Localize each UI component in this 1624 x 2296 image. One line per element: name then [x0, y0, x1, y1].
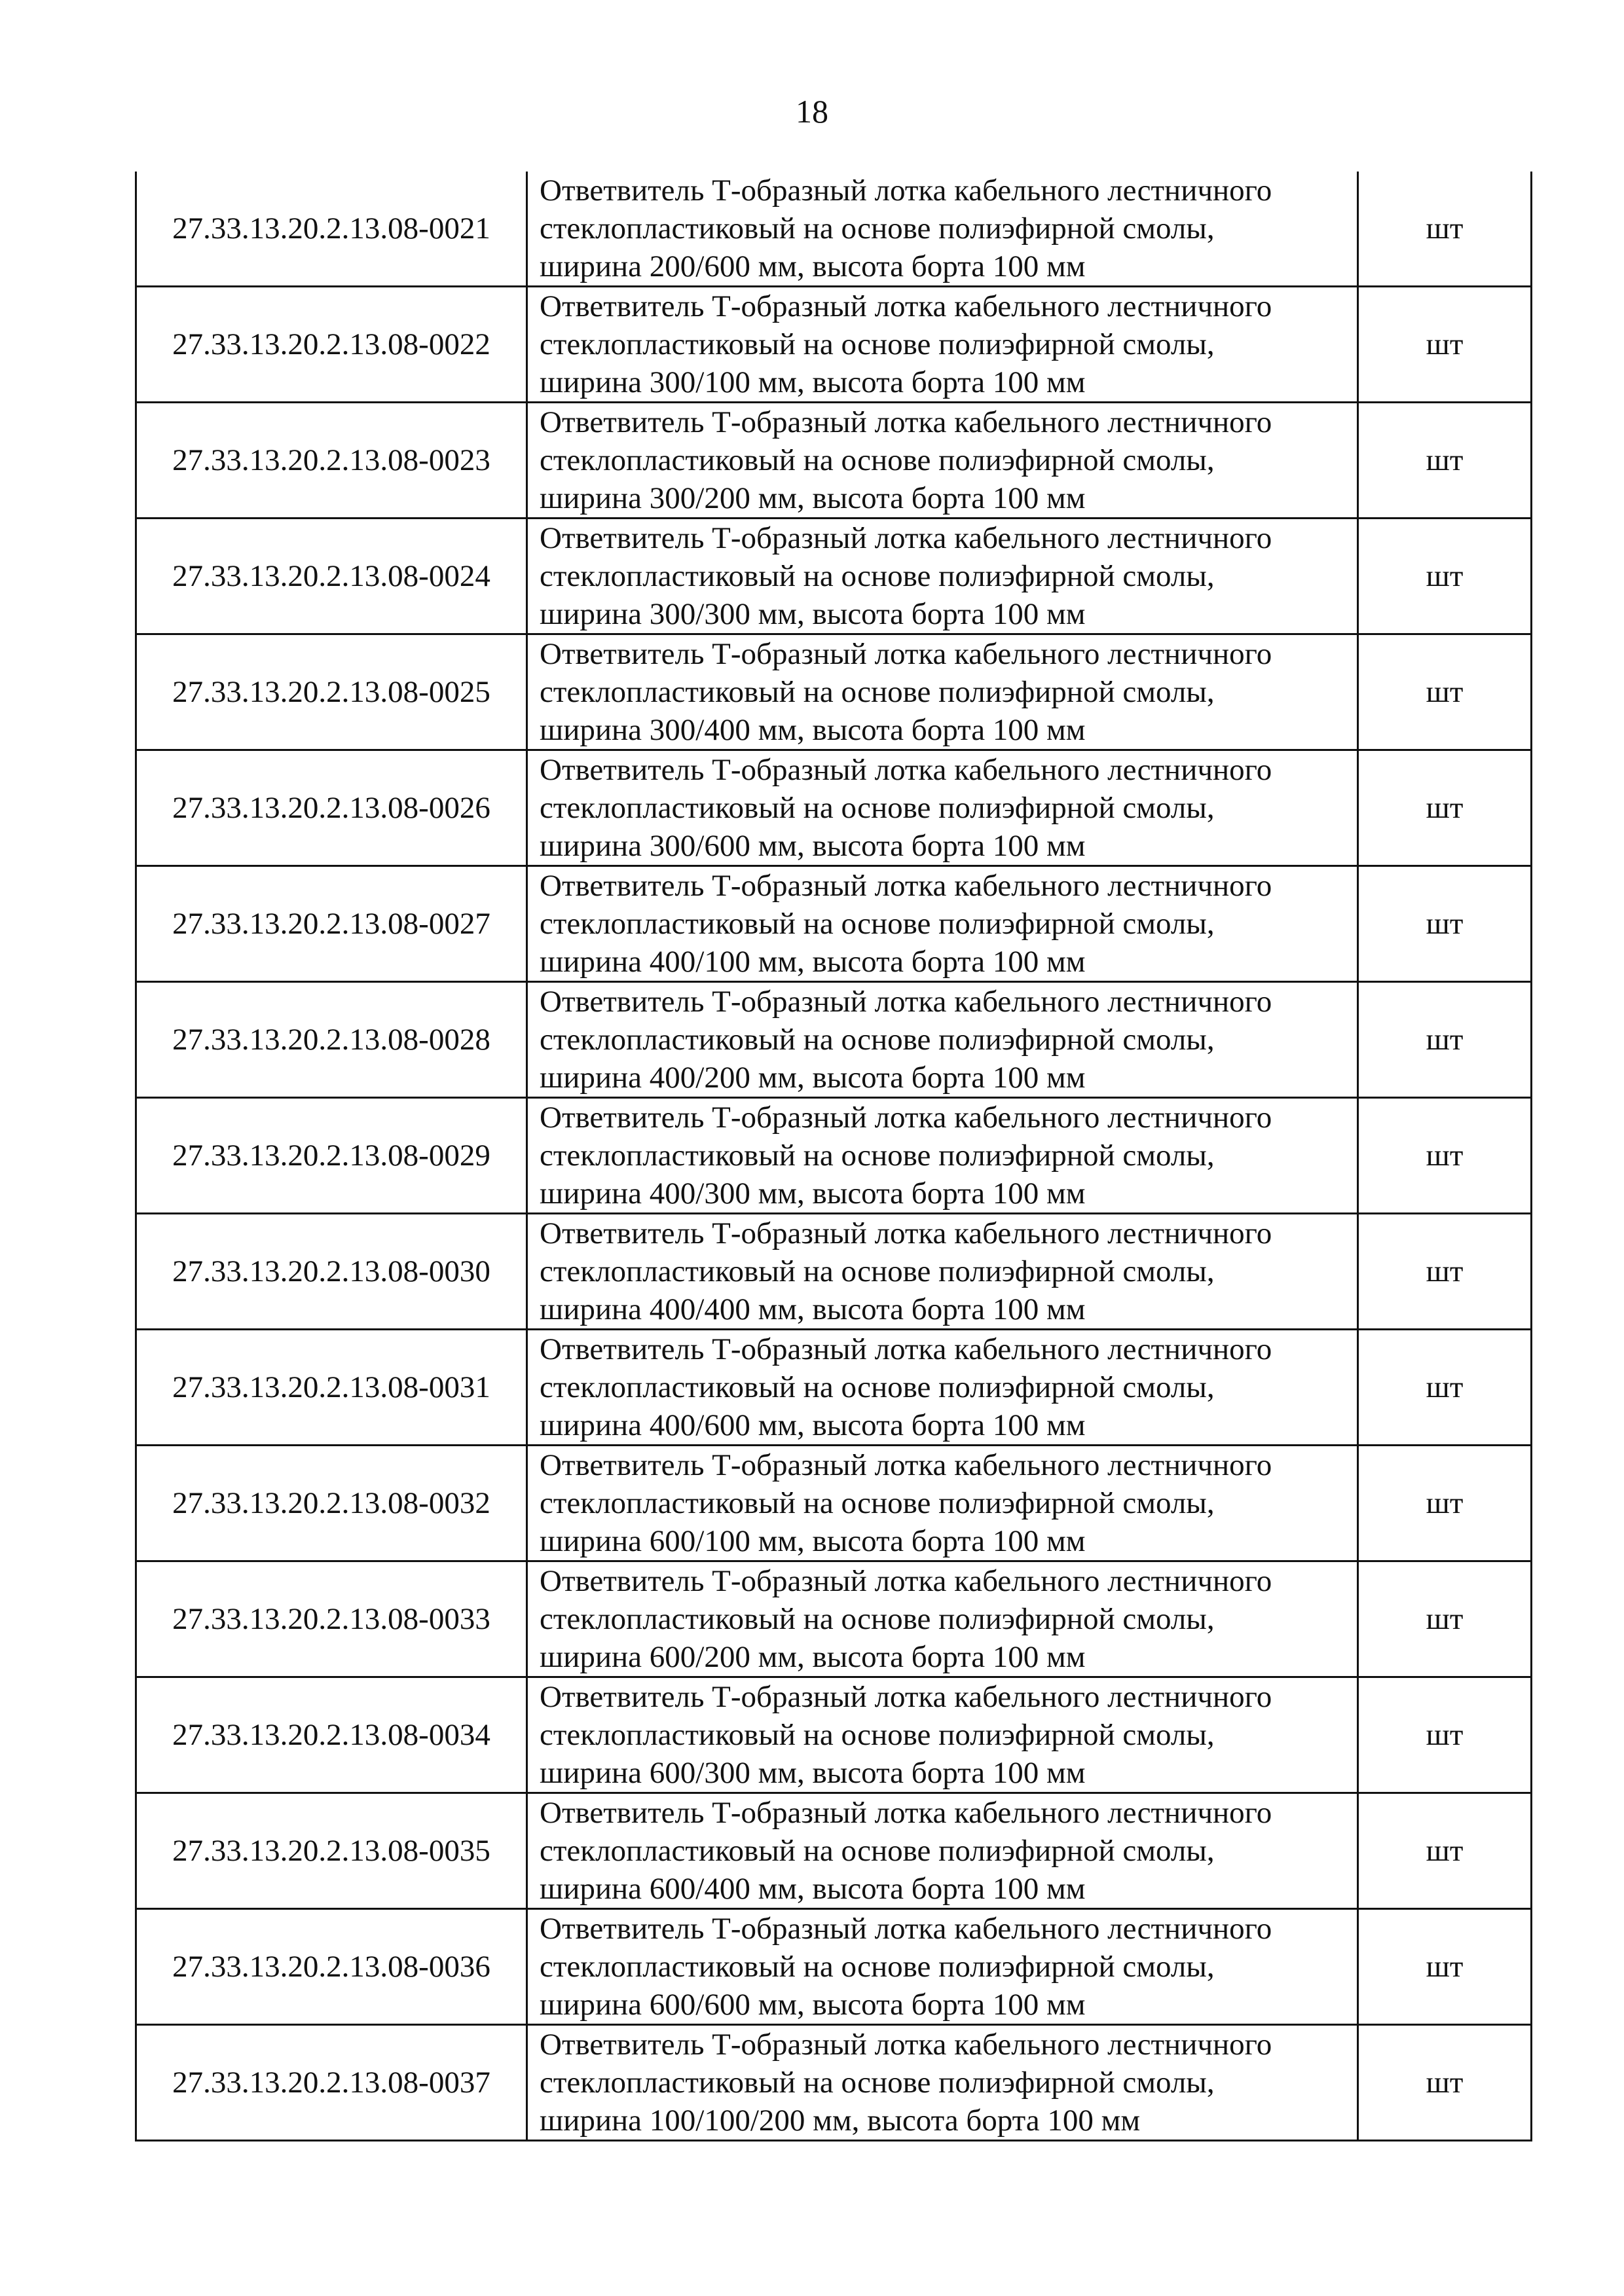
- table-row: [136, 1677, 1532, 1793]
- description-line: Ответвитель Т-образный лотка кабельного лестничного: [540, 1680, 1272, 1714]
- description-line: стеклопластиковый на основе полиэфирной смолы,: [540, 211, 1215, 246]
- resource-code: 27.33.13.20.2.13.08-0026: [136, 750, 527, 866]
- unit-of-measure: шт: [1358, 1446, 1532, 1561]
- unit-of-measure: шт: [1358, 1098, 1532, 1214]
- table-row: [136, 403, 1532, 519]
- description-line: ширина 300/200 мм, высота борта 100 мм: [540, 481, 1086, 515]
- resource-code: 27.33.13.20.2.13.08-0023: [136, 403, 527, 519]
- unit-of-measure: шт: [1358, 750, 1532, 866]
- table-row: [136, 287, 1532, 403]
- description-line: стеклопластиковый на основе полиэфирной смолы,: [540, 1602, 1215, 1636]
- resource-description: [527, 2025, 1358, 2141]
- resource-code: 27.33.13.20.2.13.08-0029: [136, 1098, 527, 1214]
- table-row: [136, 1446, 1532, 1561]
- unit-of-measure: шт: [1358, 2025, 1532, 2141]
- description-line: Ответвитель Т-образный лотка кабельного лестничного: [540, 637, 1272, 671]
- description-line: ширина 600/300 мм, высота борта 100 мм: [540, 1756, 1086, 1790]
- description-line: ширина 100/100/200 мм, высота борта 100 мм: [540, 2104, 1141, 2138]
- resource-description: [527, 1214, 1358, 1330]
- unit-of-measure: шт: [1358, 172, 1532, 287]
- description-line: Ответвитель Т-образный лотка кабельного лестничного: [540, 1448, 1272, 1482]
- resource-description: [527, 1561, 1358, 1677]
- resource-code: 27.33.13.20.2.13.08-0033: [136, 1561, 527, 1677]
- table-row: [136, 750, 1532, 866]
- resource-table-body: [136, 172, 1532, 2141]
- unit-of-measure: шт: [1358, 634, 1532, 750]
- description-line: Ответвитель Т-образный лотка кабельного лестничного: [540, 521, 1272, 555]
- resource-description: [527, 750, 1358, 866]
- table-row: [136, 519, 1532, 634]
- resource-description: [527, 866, 1358, 982]
- description-line: стеклопластиковый на основе полиэфирной смолы,: [540, 907, 1215, 941]
- table-row: [136, 866, 1532, 982]
- description-line: Ответвитель Т-образный лотка кабельного лестничного: [540, 869, 1272, 903]
- description-line: Ответвитель Т-образный лотка кабельного лестничного: [540, 1912, 1272, 1946]
- unit-of-measure: шт: [1358, 866, 1532, 982]
- resource-description: [527, 172, 1358, 287]
- resource-description: [527, 287, 1358, 403]
- resource-description: [527, 1677, 1358, 1793]
- description-line: стеклопластиковый на основе полиэфирной смолы,: [540, 1950, 1215, 1984]
- table-row: [136, 1098, 1532, 1214]
- table-row: [136, 1561, 1532, 1677]
- table-row: [136, 982, 1532, 1098]
- description-line: ширина 200/600 мм, высота борта 100 мм: [540, 249, 1086, 283]
- description-line: ширина 600/400 мм, высота борта 100 мм: [540, 1872, 1086, 1906]
- table-row: [136, 172, 1532, 287]
- table-row: [136, 1214, 1532, 1330]
- description-line: стеклопластиковый на основе полиэфирной смолы,: [540, 675, 1215, 709]
- resource-code: 27.33.13.20.2.13.08-0027: [136, 866, 527, 982]
- unit-of-measure: шт: [1358, 1793, 1532, 1909]
- description-line: Ответвитель Т-образный лотка кабельного лестничного: [540, 1796, 1272, 1830]
- resource-description: [527, 982, 1358, 1098]
- unit-of-measure: шт: [1358, 403, 1532, 519]
- table-row: [136, 1909, 1532, 2025]
- description-line: Ответвитель Т-образный лотка кабельного лестничного: [540, 173, 1272, 208]
- resource-code: 27.33.13.20.2.13.08-0028: [136, 982, 527, 1098]
- resource-code: 27.33.13.20.2.13.08-0035: [136, 1793, 527, 1909]
- description-line: ширина 400/200 мм, высота борта 100 мм: [540, 1061, 1086, 1095]
- description-line: стеклопластиковый на основе полиэфирной смолы,: [540, 1023, 1215, 1057]
- description-line: Ответвитель Т-образный лотка кабельного лестничного: [540, 1216, 1272, 1250]
- description-line: ширина 400/400 мм, высота борта 100 мм: [540, 1292, 1086, 1326]
- description-line: ширина 300/100 мм, высота борта 100 мм: [540, 365, 1086, 399]
- description-line: стеклопластиковый на основе полиэфирной смолы,: [540, 1139, 1215, 1173]
- resource-description: [527, 519, 1358, 634]
- resource-description: [527, 1446, 1358, 1561]
- description-line: ширина 600/200 мм, высота борта 100 мм: [540, 1640, 1086, 1674]
- description-line: ширина 600/100 мм, высота борта 100 мм: [540, 1524, 1086, 1558]
- resource-table: [135, 172, 1532, 2141]
- resource-description: [527, 1330, 1358, 1446]
- resource-code: 27.33.13.20.2.13.08-0036: [136, 1909, 527, 2025]
- description-line: Ответвитель Т-образный лотка кабельного лестничного: [540, 2028, 1272, 2062]
- resource-description: [527, 634, 1358, 750]
- description-line: ширина 400/100 мм, высота борта 100 мм: [540, 945, 1086, 979]
- description-line: стеклопластиковый на основе полиэфирной смолы,: [540, 1718, 1215, 1752]
- description-line: ширина 400/300 мм, высота борта 100 мм: [540, 1176, 1086, 1211]
- description-line: Ответвитель Т-образный лотка кабельного лестничного: [540, 1101, 1272, 1135]
- resource-code: 27.33.13.20.2.13.08-0021: [136, 172, 527, 287]
- description-line: ширина 300/400 мм, высота борта 100 мм: [540, 713, 1086, 747]
- unit-of-measure: шт: [1358, 982, 1532, 1098]
- description-line: стеклопластиковый на основе полиэфирной смолы,: [540, 1834, 1215, 1868]
- resource-code: 27.33.13.20.2.13.08-0022: [136, 287, 527, 403]
- description-line: ширина 300/300 мм, высота борта 100 мм: [540, 597, 1086, 631]
- table-row: [136, 634, 1532, 750]
- unit-of-measure: шт: [1358, 1909, 1532, 2025]
- unit-of-measure: шт: [1358, 519, 1532, 634]
- description-line: Ответвитель Т-образный лотка кабельного лестничного: [540, 405, 1272, 439]
- description-line: ширина 300/600 мм, высота борта 100 мм: [540, 829, 1086, 863]
- description-line: ширина 400/600 мм, высота борта 100 мм: [540, 1408, 1086, 1442]
- resource-code: 27.33.13.20.2.13.08-0030: [136, 1214, 527, 1330]
- description-line: стеклопластиковый на основе полиэфирной смолы,: [540, 559, 1215, 593]
- description-line: стеклопластиковый на основе полиэфирной смолы,: [540, 1370, 1215, 1404]
- unit-of-measure: шт: [1358, 1214, 1532, 1330]
- unit-of-measure: шт: [1358, 287, 1532, 403]
- page-number: 18: [796, 93, 828, 130]
- description-line: Ответвитель Т-образный лотка кабельного лестничного: [540, 753, 1272, 787]
- description-line: стеклопластиковый на основе полиэфирной смолы,: [540, 1254, 1215, 1288]
- table-row: [136, 1793, 1532, 1909]
- description-line: стеклопластиковый на основе полиэфирной смолы,: [540, 443, 1215, 477]
- unit-of-measure: шт: [1358, 1561, 1532, 1677]
- description-line: Ответвитель Т-образный лотка кабельного лестничного: [540, 1332, 1272, 1366]
- table-row: [136, 2025, 1532, 2141]
- description-line: стеклопластиковый на основе полиэфирной смолы,: [540, 791, 1215, 825]
- resource-description: [527, 1909, 1358, 2025]
- description-line: стеклопластиковый на основе полиэфирной смолы,: [540, 1486, 1215, 1520]
- description-line: Ответвитель Т-образный лотка кабельного лестничного: [540, 289, 1272, 323]
- resource-code: 27.33.13.20.2.13.08-0037: [136, 2025, 527, 2141]
- resource-code: 27.33.13.20.2.13.08-0034: [136, 1677, 527, 1793]
- resource-code: 27.33.13.20.2.13.08-0025: [136, 634, 527, 750]
- resource-code: 27.33.13.20.2.13.08-0024: [136, 519, 527, 634]
- resource-code: 27.33.13.20.2.13.08-0031: [136, 1330, 527, 1446]
- resource-description: [527, 1098, 1358, 1214]
- description-line: Ответвитель Т-образный лотка кабельного лестничного: [540, 985, 1272, 1019]
- unit-of-measure: шт: [1358, 1330, 1532, 1446]
- description-line: Ответвитель Т-образный лотка кабельного лестничного: [540, 1564, 1272, 1598]
- resource-description: [527, 1793, 1358, 1909]
- table-row: [136, 1330, 1532, 1446]
- description-line: ширина 600/600 мм, высота борта 100 мм: [540, 1988, 1086, 2022]
- description-line: стеклопластиковый на основе полиэфирной смолы,: [540, 327, 1215, 361]
- unit-of-measure: шт: [1358, 1677, 1532, 1793]
- resource-code: 27.33.13.20.2.13.08-0032: [136, 1446, 527, 1561]
- description-line: стеклопластиковый на основе полиэфирной смолы,: [540, 2066, 1215, 2100]
- resource-description: [527, 403, 1358, 519]
